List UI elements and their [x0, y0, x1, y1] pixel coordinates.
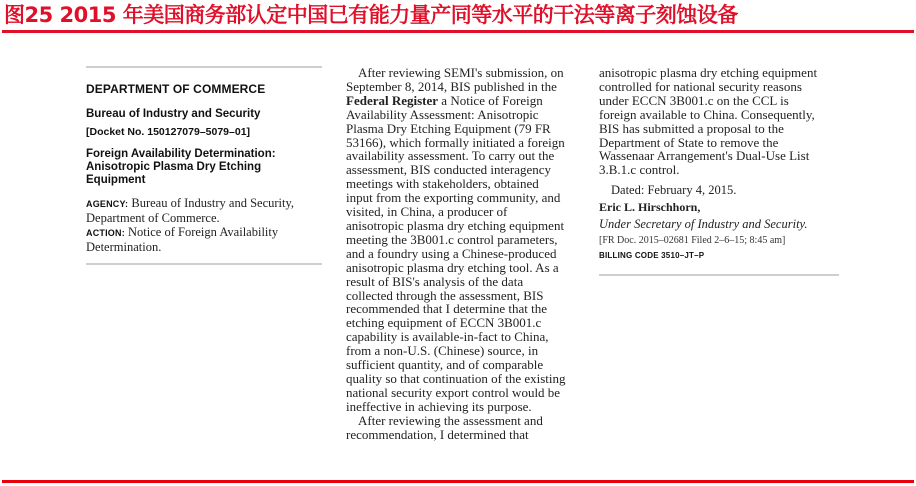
agency-line — [86, 196, 322, 254]
action-text: Notice of Foreign Availability Determination. — [86, 225, 279, 254]
signer-name: Eric L. Hirschhorn, — [599, 200, 701, 215]
signer-title: Under Secretary of Industry and Security. — [599, 217, 808, 232]
column-divider-top — [86, 66, 322, 68]
docket-number: [Docket No. 150127079–5079–01] — [86, 126, 251, 138]
dated-line: Dated: February 4, 2015. — [611, 183, 737, 198]
paragraph-determination-start: After reviewing the assessment and recommendation, I determined that — [346, 412, 543, 442]
notice-subject: Foreign Availability Determination: Anisotropic Plasma Dry Etching Equipment — [86, 148, 276, 186]
paragraph-assessment — [346, 66, 568, 414]
paragraph-determination-end: anisotropic plasma dry etching equipment controlled for national security reasons under ECCN 3B001.c on the CCL is foreign available to China. Consequently, BIS has submitted a proposal to the Department of State to remove the Wassenaar Arrangement's Dual-Use List 3.B.1.c control. — [599, 65, 818, 178]
federal-register-emphasis: Federal Register — [346, 92, 439, 108]
department-heading: DEPARTMENT OF COMMERCE — [86, 82, 266, 96]
document-middle-column — [346, 66, 568, 441]
figure-title: 图25 2015 年美国商务部认定中国已有能力量产同等水平的干法等离子刻蚀设备 — [4, 3, 738, 27]
title-underline — [2, 30, 914, 33]
agency-text: Bureau of Industry and Security, Department of Commerce. — [86, 196, 295, 225]
agency-label: AGENCY: — [86, 199, 129, 209]
column-divider-bottom — [599, 274, 839, 276]
bureau-heading: Bureau of Industry and Security — [86, 108, 261, 120]
paragraph-text: a Notice of Foreign Availability Assessment: Anisotropic Plasma Dry Etching Equipment (79 FR 53166), which formally initiated a foreign availability assessment. To carry out the assessment, BIS conducted interagency meetings with stakeholders, obtained input from the exporting community, and visited, in China, a producer of anisotropic plasma dry etching equipment meeting the 3B001.c control parameters, and a foundry using a Chinese-produced anisotropic plasma dry etching tool. As a result of BIS's analysis of the data collected through the assessment, BIS recommended that I determine that the etching equipment of ECCN 3B001.c capability is available-in-fact to China, from a non-U.S. (Chinese) source, in sufficient quantity, and of comparable quality so that continuation of the existing national security export control would be ineffective in achieving its purpose. — [346, 92, 566, 414]
document-left-column — [86, 66, 322, 265]
paragraph-text: After reviewing SEMI's submission, on September 8, 2014, BIS published in the — [346, 65, 564, 94]
action-label: ACTION: — [86, 228, 125, 238]
billing-code: BILLING CODE 3510–JT–P — [599, 251, 705, 261]
document-right-column — [599, 66, 839, 276]
bottom-rule — [2, 480, 914, 483]
fr-doc-line: [FR Doc. 2015–02681 Filed 2–6–15; 8:45 am] — [599, 235, 786, 247]
column-divider-bottom — [86, 263, 322, 265]
